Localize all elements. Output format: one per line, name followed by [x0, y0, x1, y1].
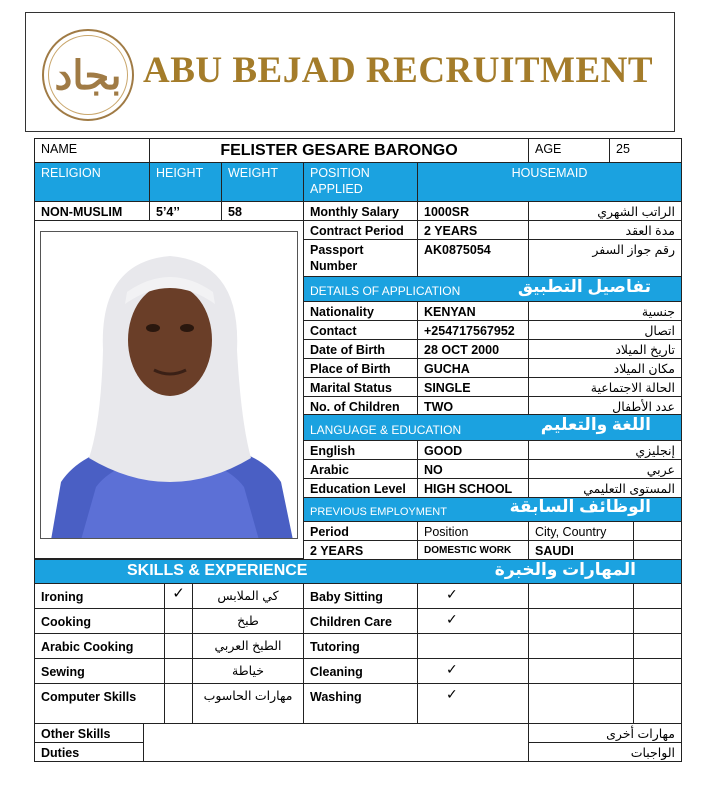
skill-right-empty — [528, 583, 634, 609]
skill-left-ar: خياطة — [192, 658, 304, 684]
application-row-label: Marital Status — [303, 377, 418, 397]
skill-left-check — [164, 683, 193, 724]
application-row-ar: الحالة الاجتماعية — [528, 377, 682, 397]
skill-left-label: Ironing — [34, 583, 165, 609]
religion-label: RELIGION — [34, 162, 150, 202]
skill-right-empty — [633, 683, 682, 724]
application-header — [303, 276, 682, 302]
name-label: NAME — [34, 138, 150, 163]
application-row-value: GUCHA — [417, 358, 529, 378]
employment-header — [303, 497, 682, 522]
weight-label: WEIGHT — [221, 162, 304, 202]
skill-left-label: Sewing — [34, 658, 165, 684]
passport-label: Passport Number — [303, 239, 418, 277]
position-value: HOUSEMAID — [417, 162, 682, 202]
employment-title-ar: الوظائف السابقة — [509, 497, 651, 516]
skill-right-label: Baby Sitting — [303, 583, 418, 609]
skills-title-en: SKILLS & EXPERIENCE — [127, 562, 308, 579]
skill-right-check: ✓ — [417, 608, 529, 634]
religion-value: NON-MUSLIM — [34, 201, 150, 221]
skill-right-check: ✓ — [417, 683, 529, 724]
skill-right-empty — [528, 608, 634, 634]
cv-form — [34, 138, 682, 761]
language-row-label: Education Level — [303, 478, 418, 498]
employment-position-header: Position — [417, 521, 529, 541]
language-header — [303, 414, 682, 441]
name-value: FELISTER GESARE BARONGO — [149, 138, 529, 163]
skills-title-ar: المهارات والخبرة — [494, 560, 636, 579]
other-skills-label: Other Skills — [34, 723, 144, 743]
application-row-ar: عدد الأطفال — [528, 396, 682, 416]
skill-right-empty — [528, 633, 634, 659]
skill-left-ar: مهارات الحاسوب — [192, 683, 304, 724]
contract-label: Contract Period — [303, 220, 418, 240]
skill-right-empty — [633, 633, 682, 659]
employment-city-header: City, Country — [528, 521, 634, 541]
application-row-value: KENYAN — [417, 301, 529, 321]
skill-right-label: Tutoring — [303, 633, 418, 659]
salary-label: Monthly Salary — [303, 201, 418, 221]
employment-empty-cell — [633, 521, 682, 541]
other-skills-value — [143, 723, 529, 762]
application-row-ar: مكان الميلاد — [528, 358, 682, 378]
employment-empty-cell — [633, 540, 682, 560]
application-row-label: Nationality — [303, 301, 418, 321]
employment-position: DOMESTIC WORK — [417, 540, 529, 560]
language-row-value: NO — [417, 459, 529, 479]
passport-value: AK0875054 — [417, 239, 529, 277]
application-row-value: 28 OCT 2000 — [417, 339, 529, 359]
skill-right-check: ✓ — [417, 658, 529, 684]
application-row-label: Contact — [303, 320, 418, 340]
skill-right-empty — [528, 658, 634, 684]
skill-left-label: Computer Skills — [34, 683, 165, 724]
skill-left-ar: طبخ — [192, 608, 304, 634]
header-banner — [25, 12, 675, 132]
skill-left-ar: الطبخ العربي — [192, 633, 304, 659]
application-row-ar: تاريخ الميلاد — [528, 339, 682, 359]
position-label: POSITION APPLIED — [303, 162, 418, 202]
employment-period: 2 YEARS — [303, 540, 418, 560]
skill-right-check — [417, 633, 529, 659]
language-row-value: HIGH SCHOOL — [417, 478, 529, 498]
skill-left-label: Arabic Cooking — [34, 633, 165, 659]
age-value: 25 — [609, 138, 682, 163]
application-row-value: SINGLE — [417, 377, 529, 397]
salary-value: 1000SR — [417, 201, 529, 221]
employment-city: SAUDI — [528, 540, 634, 560]
height-label: HEIGHT — [149, 162, 222, 202]
skill-right-empty — [528, 683, 634, 724]
passport-ar: رقم جواز السفر — [528, 239, 682, 277]
employment-period-header: Period — [303, 521, 418, 541]
skill-left-ar: كي الملابس — [192, 583, 304, 609]
age-label: AGE — [528, 138, 610, 163]
skill-right-empty — [633, 608, 682, 634]
other-skills-ar: مهارات أخرى — [528, 723, 682, 743]
skill-right-empty — [633, 583, 682, 609]
application-row-label: Date of Birth — [303, 339, 418, 359]
language-title-ar: اللغة والتعليم — [540, 415, 651, 434]
skill-right-empty — [633, 658, 682, 684]
skill-right-label: Children Care — [303, 608, 418, 634]
skill-right-check: ✓ — [417, 583, 529, 609]
weight-value: 58 — [221, 201, 304, 221]
logo-glyph: بجاد — [48, 35, 128, 115]
skill-left-label: Cooking — [34, 608, 165, 634]
company-name: ABU BEJAD RECRUITMENT — [143, 50, 654, 91]
skill-left-check — [164, 658, 193, 684]
application-row-ar: جنسية — [528, 301, 682, 321]
skill-left-check: ✓ — [164, 583, 193, 609]
contract-ar: مدة العقد — [528, 220, 682, 240]
height-value: 5’4’’ — [149, 201, 222, 221]
language-row-value: GOOD — [417, 440, 529, 460]
language-title-en: LANGUAGE & EDUCATION — [310, 423, 462, 437]
language-row-ar: المستوى التعليمي — [528, 478, 682, 498]
contract-value: 2 YEARS — [417, 220, 529, 240]
skill-left-check — [164, 633, 193, 659]
application-row-value: +254717567952 — [417, 320, 529, 340]
salary-ar: الراتب الشهري — [528, 201, 682, 221]
application-row-value: TWO — [417, 396, 529, 416]
company-logo — [42, 29, 134, 121]
candidate-photo — [40, 231, 298, 539]
application-row-label: No. of Children — [303, 396, 418, 416]
language-row-ar: عربي — [528, 459, 682, 479]
duties-label: Duties — [34, 742, 144, 762]
skill-right-label: Washing — [303, 683, 418, 724]
employment-title-en: PREVIOUS EMPLOYMENT — [310, 506, 447, 518]
language-row-label: Arabic — [303, 459, 418, 479]
application-row-ar: اتصال — [528, 320, 682, 340]
skill-right-label: Cleaning — [303, 658, 418, 684]
language-row-label: English — [303, 440, 418, 460]
duties-ar: الواجبات — [528, 742, 682, 762]
application-row-label: Place of Birth — [303, 358, 418, 378]
application-title-en: DETAILS OF APPLICATION — [310, 284, 461, 298]
skills-header — [34, 559, 682, 584]
skill-left-check — [164, 608, 193, 634]
application-title-ar: تفاصيل التطبيق — [517, 277, 651, 296]
language-row-ar: إنجليزي — [528, 440, 682, 460]
